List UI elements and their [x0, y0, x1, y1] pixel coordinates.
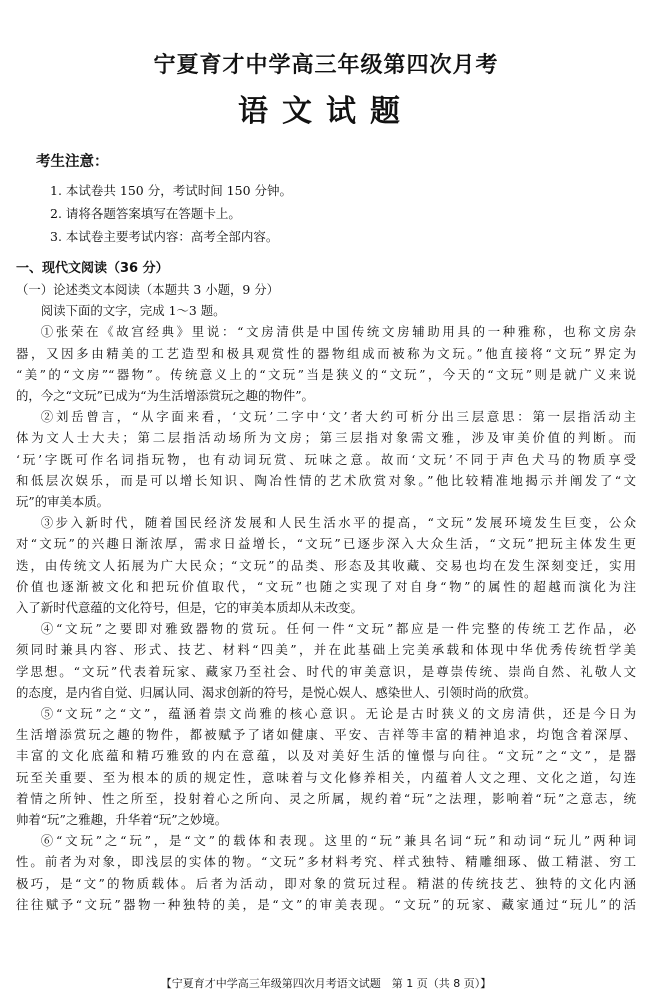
passage-line: 学思想。“文玩”代表着玩家、藏家乃至社会、时代的审美意识，是尊崇传统、崇尚自然、礼敬人文 — [16, 663, 636, 679]
passage-line: 的，今之“文玩”已成为“为生活增添赏玩之趣的物件”。 — [16, 388, 314, 404]
passage-line: ⑤“文玩”之“文”，蕴涵着崇文尚雅的核心意识。无论是古时狭义的文房清供，还是今日为 — [40, 706, 636, 722]
subsection-heading: （一）论述类文本阅读（本题共 3 小题，9 分） — [16, 282, 280, 297]
notice-item: 2. 请将各题答案填写在答题卡上。 — [50, 206, 241, 221]
passage-line: 迭，由传统文人拓展为广大民众；“文玩”的品类、形态及其收藏、交易也均在发生深刻变迁，实用 — [16, 557, 636, 573]
reading-section — [16, 258, 636, 915]
exam-title: 宁夏育才中学高三年级第四次月考 — [153, 53, 499, 78]
section-heading: 一、现代文阅读（36 分） — [16, 261, 169, 276]
passage-line: 着情之所钟、性之所至，投射着心之所向、灵之所属，规约着“玩”之法理，影响着“玩”之意志，统 — [16, 790, 636, 806]
passage-line: ‘玩’字既可作名词指玩物，也有动词玩赏、玩味之意。故而‘文玩’不同于声色犬马的物质享受 — [16, 451, 636, 467]
passage-line: ③步入新时代，随着国民经济发展和人民生活水平的提高，“文玩”发展环境发生巨变，公众 — [40, 515, 636, 531]
passage-line: 和低层次娱乐，而是可以增长知识、陶冶性情的艺术欣赏对象。”他比较精准地揭示并阐发了“文 — [16, 472, 636, 488]
passage-line: ①张荣在《故宫经典》里说：“文房清供是中国传统文房辅助用具的一种雅称，也称文房杂 — [40, 324, 636, 340]
page-footer: 【宁夏育才中学高三年级第四次月考语文试题 第 1 页（共 8 页）】 — [160, 977, 492, 990]
notice-item: 1. 本试卷共 150 分，考试时间 150 分钟。 — [50, 183, 293, 198]
notice-heading: 考生注意： — [36, 154, 109, 170]
passage-line: 玩”的审美本质。 — [16, 494, 110, 510]
passage-line: “美”的“文房”“器物”。传统意义上的“文玩”当是狭义的“文玩”，今天的“文玩”则是就广义来说 — [16, 366, 636, 382]
passage-line: 价值也逐渐被文化和把玩价值取代，“文玩”也随之实现了对自身“物”的属性的超越而演化为注 — [16, 578, 636, 594]
passage-line: 须同时兼具内容、形式、技艺、材料“四美”，并在此基础上完美承载和体现中华优秀传统哲学美 — [16, 642, 636, 658]
passage-line: ⑥“文玩”之“玩”，是“文”的载体和表现。这里的“玩”兼具名词“玩”和动词“玩儿”两种词 — [40, 833, 636, 849]
candidate-notice — [36, 150, 596, 248]
passage-line: 玩至关重要、至为根本的质的规定性，意味着与文化修养相关，内蕴着人文之理、文化之道，勾连 — [16, 769, 636, 785]
passage-line: 帅着“玩”之雅趣，升华着“玩”之妙境。 — [16, 812, 228, 828]
passage-line: 器，又因多由精美的工艺造型和极具观赏性的器物组成而被称为文玩。”他直接将“文玩”界定为 — [16, 345, 636, 361]
passage-line: 对“文玩”的兴趣日渐浓厚，需求日益增长，“文玩”已逐步深入大众生活，“文玩”把玩主体发生更 — [16, 536, 636, 552]
subject-title: 语文试题 — [238, 94, 414, 129]
instruction: 阅读下面的文字，完成 1～3 题。 — [40, 303, 226, 319]
passage-line: 入了新时代意蕴的文化符号，但是，它的审美本质却从未改变。 — [16, 600, 363, 616]
passage-line: ④“文玩”之要即对雅致器物的赏玩。任何一件“文玩”都应是一件完整的传统工艺作品，必 — [40, 621, 636, 637]
passage-line: 往往赋予“文玩”器物一种独特的美，是“文”的审美表现。“文玩”的玩家、藏家通过“玩儿”的活 — [16, 896, 636, 912]
passage-line: ②刘岳曾言，“从字面来看，‘文玩’二字中‘文’者大约可析分出三层意思：第一层指活动主 — [40, 409, 636, 425]
passage-line: 极巧，是“文”的物质载体。后者为活动，即对象的赏玩过程。精湛的传统技艺、独特的文化内涵 — [16, 875, 636, 891]
passage — [16, 321, 636, 915]
passage-line: 生活增添赏玩之趣的物件，都被赋予了诸如健康、平安、吉祥等丰富的精神追求，均饱含着深厚、 — [16, 727, 636, 743]
passage-line: 性。前者为对象，即浅层的实体的物。“文玩”多材料考究、样式独特、精雕细琢、做工精湛、穷工 — [16, 854, 636, 870]
passage-line: 体为文人士大夫；第二层指活动场所为文房；第三层指对象需文雅，涉及审美价值的判断。而 — [16, 430, 636, 446]
passage-line: 的态度，是内省自觉、归属认同、渴求创新的符号，是悦心娱人、感染世人、引领时尚的欣赏。 — [16, 684, 537, 700]
passage-line: 丰富的文化底蕴和精巧雅致的内在意蕴，以及对美好生活的憧憬与向往。“文玩”之“文”，是器 — [16, 748, 636, 764]
notice-item: 3. 本试卷主要考试内容：高考全部内容。 — [50, 229, 279, 244]
